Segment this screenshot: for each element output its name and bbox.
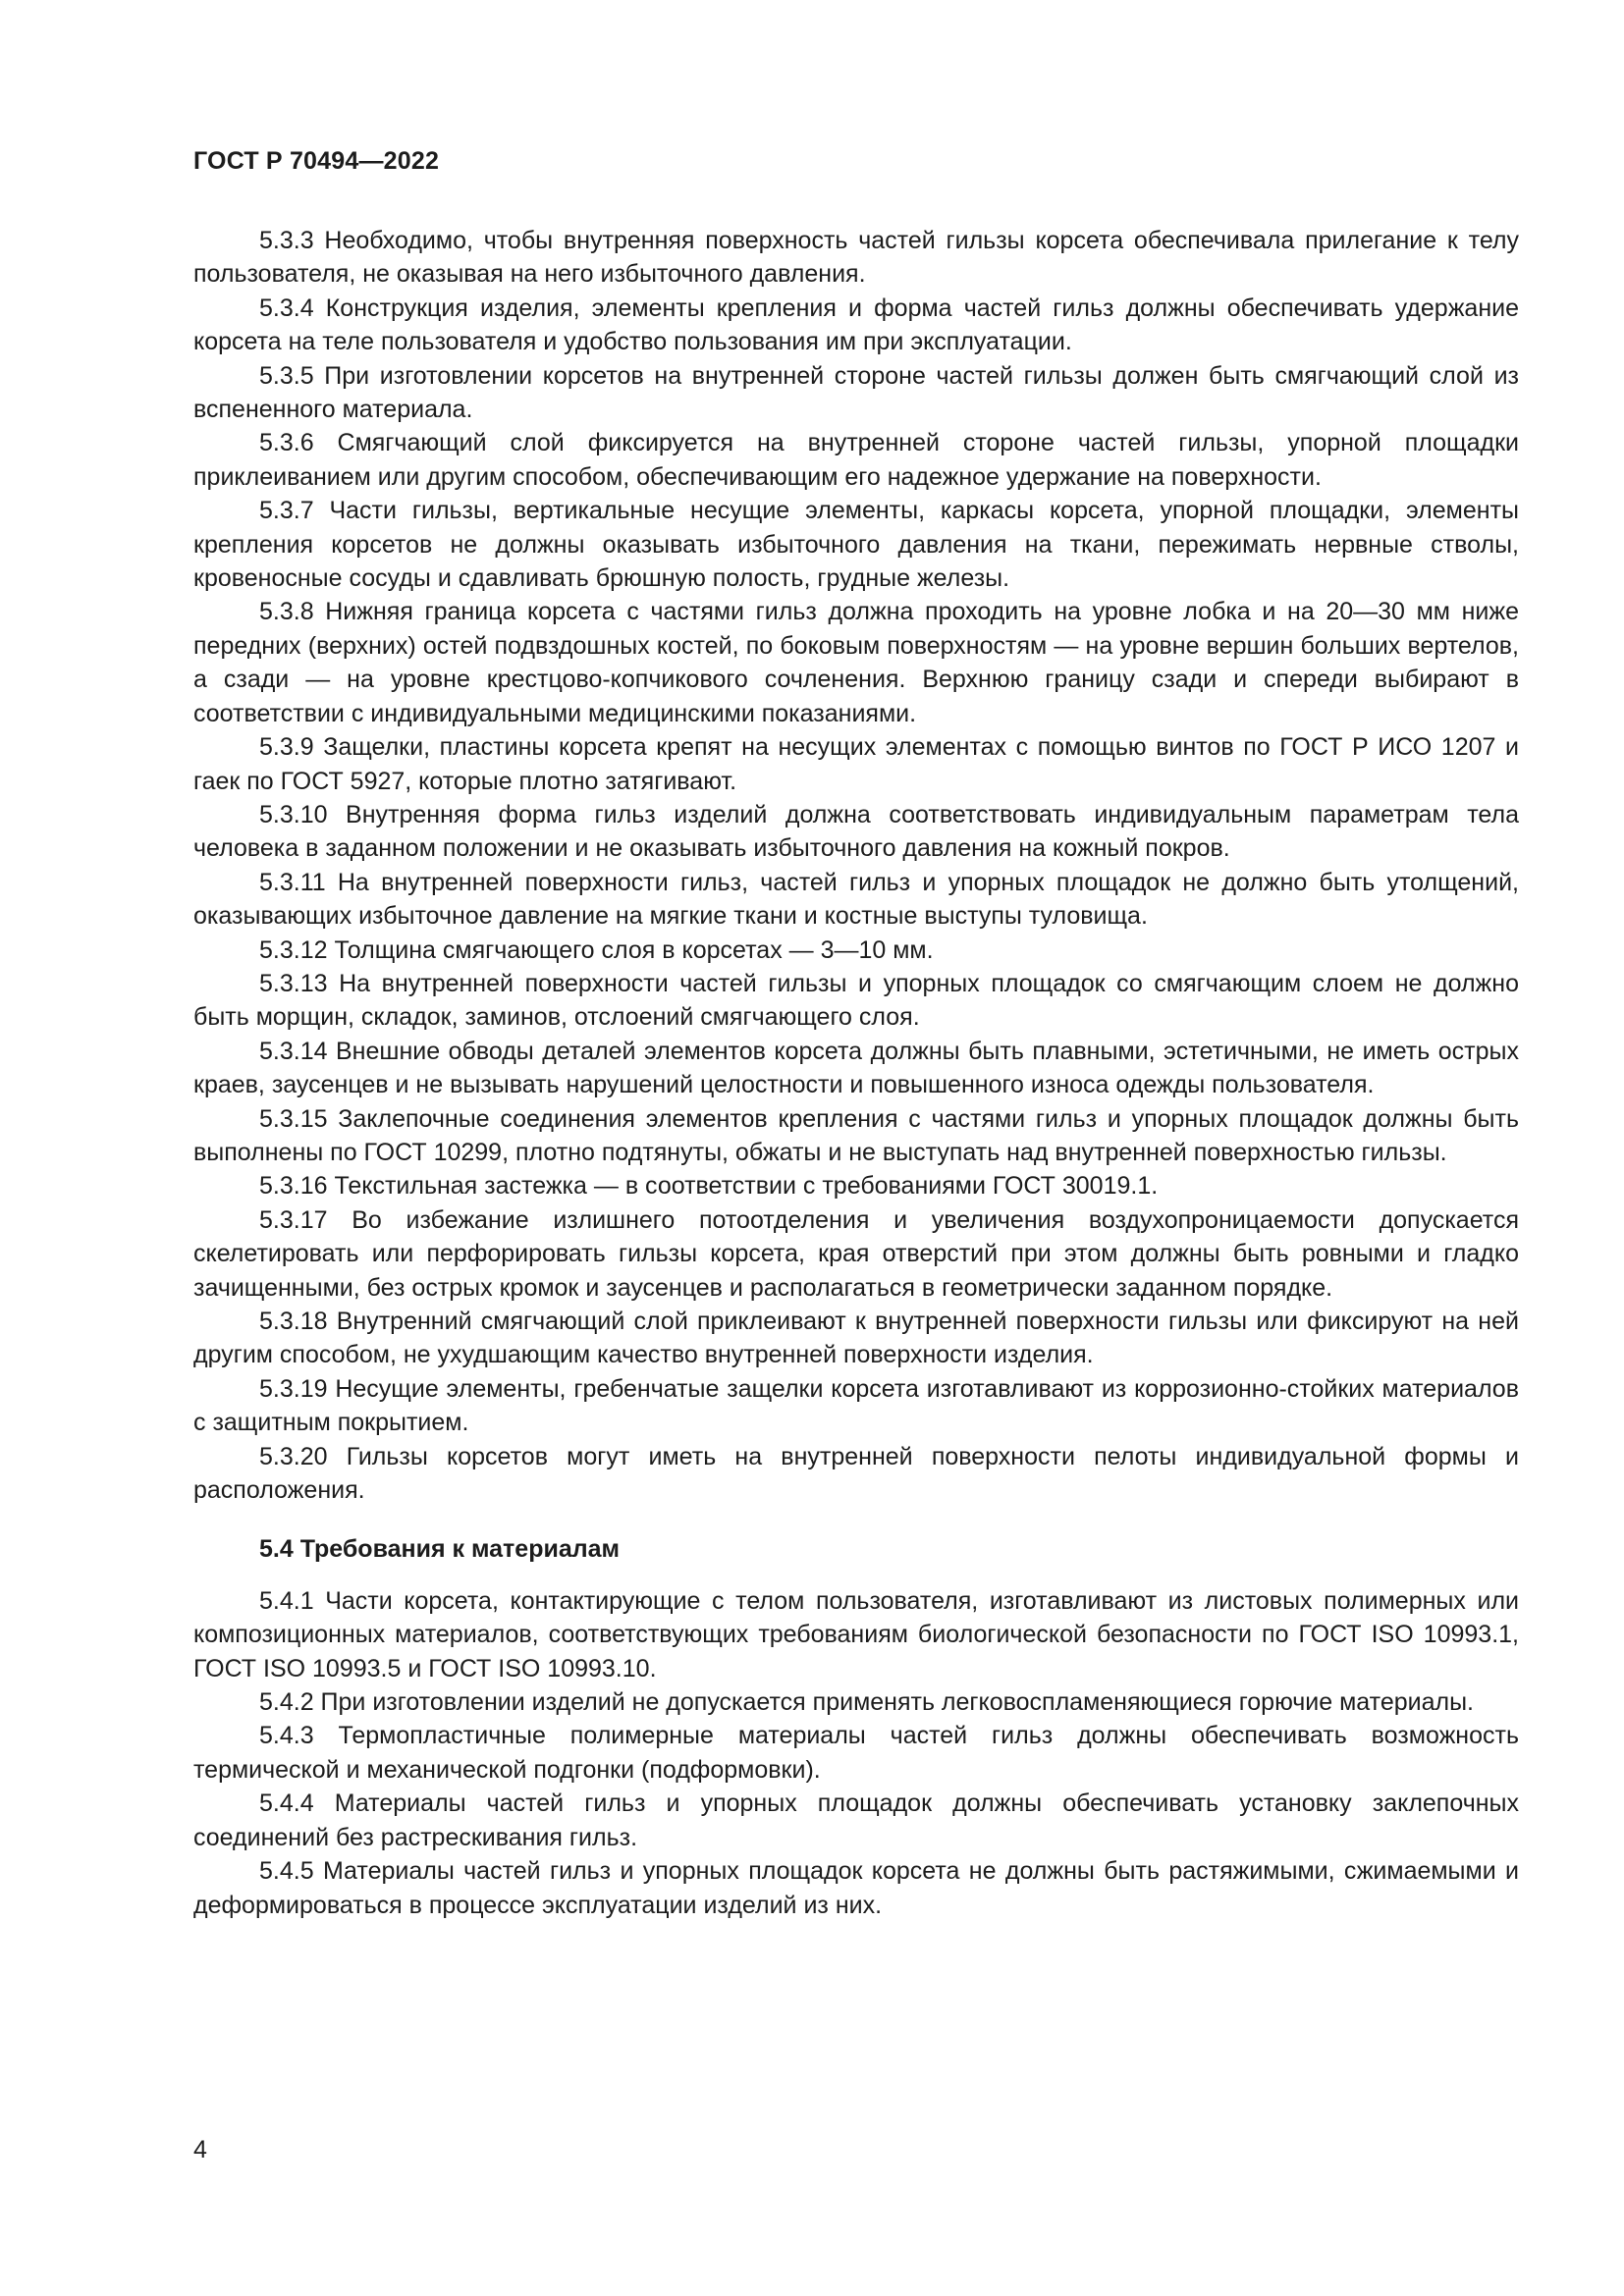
paragraph-5-3-16: 5.3.16 Текстильная застежка — в соответствии с требованиями ГОСТ 30019.1. (259, 1172, 1159, 1201)
paragraph-5-3-20: 5.3.20 Гильзы корсетов могут иметь на внутренней поверхности пелоты индивидуальной формы и расположения. (193, 1442, 1519, 1505)
paragraph-5-3-12: 5.3.12 Толщина смягчающего слоя в корсетах — 3—10 мм. (259, 935, 934, 964)
paragraph-5-3-8: 5.3.8 Нижняя граница корсета с частями гильз должна проходить на уровне лобка и на 20—30 мм ниже передних (верхних) остей подвздошных костей, по боковым поверхностям — на уровне вершин больших вертелов, а сзади — на уровне крестцово-копчикового сочленения. Верхнюю границу сзади и спереди выбирают в соответствии с индивидуальными медицинскими показаниями. (193, 598, 1519, 727)
paragraph-5-3-7: 5.3.7 Части гильзы, вертикальные несущие элементы, каркасы корсета, упорной площадки, элементы крепления корсетов не должны оказывать избыточного давления на ткани, пережимать нервные стволы, кровеносные сосуды и сдавливать брюшную полость, грудные железы. (193, 497, 1519, 593)
paragraph-5-4-5: 5.4.5 Материалы частей гильз и упорных площадок корсета не должны быть растяжимыми, сжимаемыми и деформироваться в процессе эксплуатации изделий из них. (193, 1857, 1519, 1919)
section-heading-5-4: 5.4 Требования к материалам (259, 1535, 621, 1564)
paragraph-5-3-9: 5.3.9 Защелки, пластины корсета крепят на несущих элементах с помощью винтов по ГОСТ Р ИСО 1207 и гаек по ГОСТ 5927, которые плотно затягивают. (193, 733, 1519, 795)
paragraph-5-4-1: 5.4.1 Части корсета, контактирующие с телом пользователя, изготавливают из листовых полимерных или композиционных материалов, соответствующих требованиям биологической безопасности по ГОСТ ISO 10993.1, ГОСТ ISO 10993.5 и ГОСТ ISO 10993.10. (193, 1586, 1519, 1682)
paragraph-5-3-3: 5.3.3 Необходимо, чтобы внутренняя поверхность частей гильзы корсета обеспечивала прилегание к телу пользователя, не оказывая на него избыточного давления. (193, 227, 1519, 289)
document-body (193, 224, 1519, 1922)
paragraph-5-3-14: 5.3.14 Внешние обводы деталей элементов корсета должны быть плавными, эстетичными, не иметь острых краев, заусенцев и не вызывать нарушений целостности и повышенного износа одежды пользователя. (193, 1037, 1519, 1099)
paragraph-5-3-17: 5.3.17 Во избежание излишнего потоотделения и увеличения воздухопроницаемости допускается скелетировать или перфорировать гильзы корсета, края отверстий при этом должны быть ровными и гладко зачищенными, без острых кромок и заусенцев и располагаться в геометрически заданном порядке. (193, 1205, 1519, 1302)
document-code-header: ГОСТ Р 70494—2022 (193, 147, 440, 175)
paragraph-5-3-18: 5.3.18 Внутренний смягчающий слой приклеивают к внутренней поверхности гильзы или фиксируют на ней другим способом, не ухудшающим качество внутренней поверхности изделия. (193, 1308, 1519, 1369)
paragraph-5-3-5: 5.3.5 При изготовлении корсетов на внутренней стороне частей гильзы должен быть смягчающий слой из вспененного материала. (193, 361, 1519, 424)
paragraph-5-3-4: 5.3.4 Конструкция изделия, элементы крепления и форма частей гильз должны обеспечивать удержание корсета на теле пользователя и удобство пользования им при эксплуатации. (193, 294, 1519, 356)
paragraph-5-4-4: 5.4.4 Материалы частей гильз и упорных площадок должны обеспечивать установку заклепочных соединений без растрескивания гильз. (193, 1789, 1519, 1851)
paragraph-5-3-11: 5.3.11 На внутренней поверхности гильз, частей гильз и упорных площадок не должно быть утолщений, оказывающих избыточное давление на мягкие ткани и костные выступы туловища. (193, 868, 1519, 931)
paragraph-5-4-3: 5.4.3 Термопластичные полимерные материалы частей гильз должны обеспечивать возможность термической и механической подгонки (подформовки). (193, 1722, 1519, 1784)
paragraph-5-3-13: 5.3.13 На внутренней поверхности частей гильзы и упорных площадок со смягчающим слоем не должно быть морщин, складок, заминов, отслоений смягчающего слоя. (193, 969, 1519, 1032)
paragraph-5-3-6: 5.3.6 Смягчающий слой фиксируется на внутренней стороне частей гильзы, упорной площадки приклеиванием или другим способом, обеспечивающим его надежное удержание на поверхности. (193, 429, 1519, 491)
paragraph-5-3-19: 5.3.19 Несущие элементы, гребенчатые защелки корсета изготавливают из коррозионно-стойких материалов с защитным покрытием. (193, 1374, 1519, 1437)
paragraph-5-3-10: 5.3.10 Внутренняя форма гильз изделий должна соответствовать индивидуальным параметрам тела человека в заданном положении и не оказывать избыточного давления на кожный покров. (193, 800, 1519, 863)
paragraph-5-3-15: 5.3.15 Заклепочные соединения элементов крепления с частями гильз и упорных площадок должны быть выполнены по ГОСТ 10299, плотно подтянуты, обжаты и не выступать над внутренней поверхностью гильзы. (193, 1104, 1519, 1166)
paragraph-5-4-2: 5.4.2 При изготовлении изделий не допускается применять легковоспламеняющиеся горючие материалы. (259, 1688, 1474, 1717)
page-number: 4 (193, 2136, 207, 2163)
